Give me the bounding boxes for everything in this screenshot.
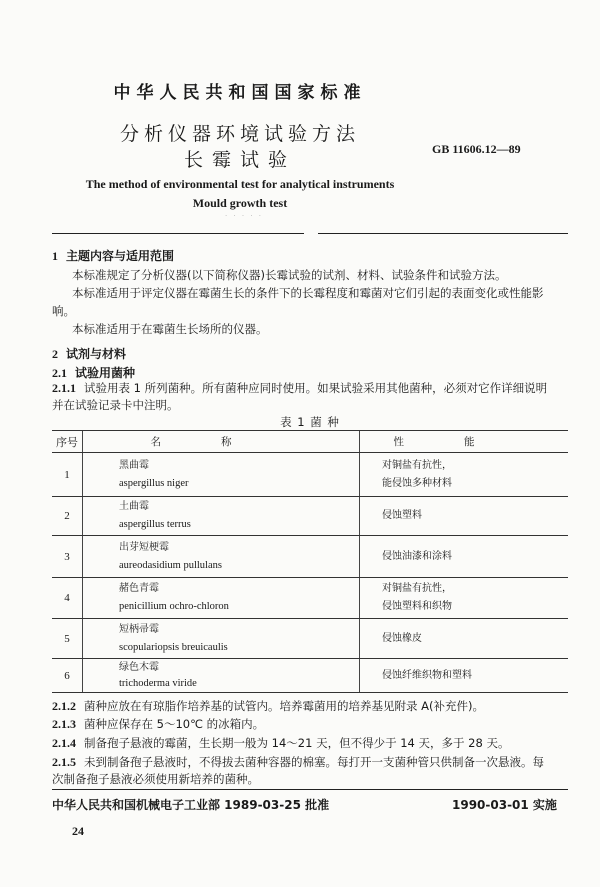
fungus-name-chinese: 出芽短梗霉: [119, 541, 169, 553]
property-line: 对铜盐有抗性，: [382, 583, 452, 594]
header-divider-right: [318, 233, 568, 234]
fungus-name: [83, 578, 360, 619]
property-line: 侵蚀橡皮: [382, 632, 422, 644]
section-1-paragraph-2-line1: 本标准适用于评定仪器在霉菌生长的条件下的长霉程度和霉菌对它们引起的表面变化或性能影: [72, 286, 544, 300]
column-header-name: 名称: [83, 431, 360, 453]
table-row: [52, 659, 568, 693]
column-header-property: 性能: [360, 431, 569, 453]
approval-info: 中华人民共和国机械电子工业部 1989-03-25 批准: [52, 798, 330, 812]
clause-number: 2.1.3: [52, 717, 76, 731]
english-title-line1: The method of environmental test for analytical instruments: [85, 177, 395, 191]
clause-number: 2.1.1: [52, 381, 76, 395]
table-1-caption: 表 1 菌 种: [280, 415, 340, 429]
page-number: 24: [72, 824, 84, 838]
fungus-name-chinese: 绿色木霉: [119, 661, 159, 673]
fungus-property: [360, 659, 569, 693]
clause-2-1-1-line1: [52, 382, 547, 395]
clause-text: 未到制备孢子悬液时，不得拔去菌种容器的棉塞。每打开一支菌种管只供制备一次悬液。每: [84, 755, 544, 769]
section-title: 试剂与材料: [66, 347, 127, 361]
footer-divider: [52, 789, 568, 790]
row-number: 5: [52, 619, 83, 659]
fungus-name: [83, 453, 360, 497]
section-1-paragraph-1: 本标准规定了分析仪器(以下简称仪器)长霉试验的试剂、材料、试验条件和试验方法。: [72, 268, 507, 282]
clause-2-1-3: [52, 718, 264, 731]
fungus-name: [83, 659, 360, 693]
row-number: 6: [52, 659, 83, 693]
section-2-heading: [52, 345, 126, 362]
table-header-row: [52, 431, 568, 453]
fungus-name: [83, 497, 360, 536]
section-1-paragraph-2-line2: 响。: [52, 304, 75, 318]
clause-2-1-4: [52, 737, 509, 750]
fungus-name-latin: aspergillus terrus: [119, 519, 191, 530]
effective-date: 1990-03-01 实施: [452, 798, 557, 812]
fungus-property: [360, 578, 569, 619]
clause-2-1-2: [52, 700, 484, 713]
section-number: 1: [52, 249, 58, 263]
table-row: [52, 497, 568, 536]
section-number: 2: [52, 347, 58, 361]
property-line: 侵蚀塑料和织物: [382, 601, 452, 612]
row-number: 4: [52, 578, 83, 619]
clause-2-1-1-line2: 并在试验记录卡中注明。: [52, 398, 179, 412]
column-header-no: 序号: [52, 431, 83, 453]
table-row: [52, 578, 568, 619]
row-number: 2: [52, 497, 83, 536]
section-2-1-heading: [52, 364, 135, 381]
row-number: 3: [52, 536, 83, 578]
fungus-property: [360, 453, 569, 497]
clause-2-1-5-line1: [52, 756, 544, 769]
clause-2-1-5-line2: 次制备孢子悬液必须使用新培养的菌种。: [52, 772, 259, 786]
english-title-line2: Mould growth test: [192, 196, 288, 210]
fungus-property: [360, 497, 569, 536]
property-line: 侵蚀塑料: [382, 510, 422, 521]
fungus-name-chinese: 短柄帚霉: [119, 623, 159, 635]
fungus-name: [83, 619, 360, 659]
clause-text: 菌种应放在有琼脂作培养基的试管内。培养霉菌用的培养基见附录 A(补充件)。: [84, 699, 484, 713]
table-row: [52, 619, 568, 659]
fungus-name-latin: aureodasidium pullulans: [119, 559, 222, 571]
row-number: 1: [52, 453, 83, 497]
section-title: 试验用菌种: [75, 366, 136, 380]
section-number: 2.1: [52, 366, 67, 380]
stamp-mark: · · · · ·: [225, 212, 264, 220]
property-line: 能侵蚀多种材料: [382, 477, 452, 489]
clause-text: 菌种应保存在 5～10℃ 的冰箱内。: [84, 717, 265, 731]
clause-number: 2.1.5: [52, 755, 76, 769]
fungus-name-latin: aspergillus niger: [119, 477, 189, 489]
property-line: 对铜盐有抗性，: [382, 459, 452, 471]
table-row: [52, 536, 568, 578]
table-row: [52, 453, 568, 497]
standard-type-heading: 中华人民共和国国家标准: [113, 83, 367, 103]
clause-number: 2.1.2: [52, 699, 76, 713]
fungus-property: [360, 619, 569, 659]
clause-number: 2.1.4: [52, 736, 76, 750]
document-title-line2: 长霉试验: [183, 149, 296, 171]
fungus-name-latin: trichoderma viride: [119, 677, 197, 689]
fungus-name-latin: penicillium ochro-chloron: [119, 601, 229, 612]
fungus-name: [83, 536, 360, 578]
document-title-line1: 分析仪器环境试验方法: [119, 123, 360, 145]
clause-text: 制备孢子悬液的霉菌，生长期一般为 14～21 天，但不得少于 14 天，多于 28 天。: [84, 736, 510, 750]
fungus-name-chinese: 土曲霉: [119, 501, 149, 512]
fungus-name-latin: scopulariopsis breuicaulis: [119, 641, 228, 653]
section-title: 主题内容与适用范围: [66, 249, 175, 263]
fungus-name-chinese: 黑曲霉: [119, 459, 149, 471]
header-divider-left: [52, 233, 304, 234]
fungi-table: [52, 430, 568, 693]
fungus-property: [360, 536, 569, 578]
section-1-paragraph-3: 本标准适用于在霉菌生长场所的仪器。: [72, 322, 268, 336]
property-line: 侵蚀油漆和涂料: [382, 550, 452, 562]
fungus-name-chinese: 赭色青霉: [119, 583, 159, 594]
section-1-heading: [52, 247, 174, 264]
property-line: 侵蚀纤维织物和塑料: [382, 669, 472, 681]
clause-text: 试验用表 1 所列菌种。所有菌种应同时使用。如果试验采用其他菌种，必须对它作详细说明: [84, 381, 548, 395]
standard-code: GB 11606.12—89: [432, 142, 521, 156]
